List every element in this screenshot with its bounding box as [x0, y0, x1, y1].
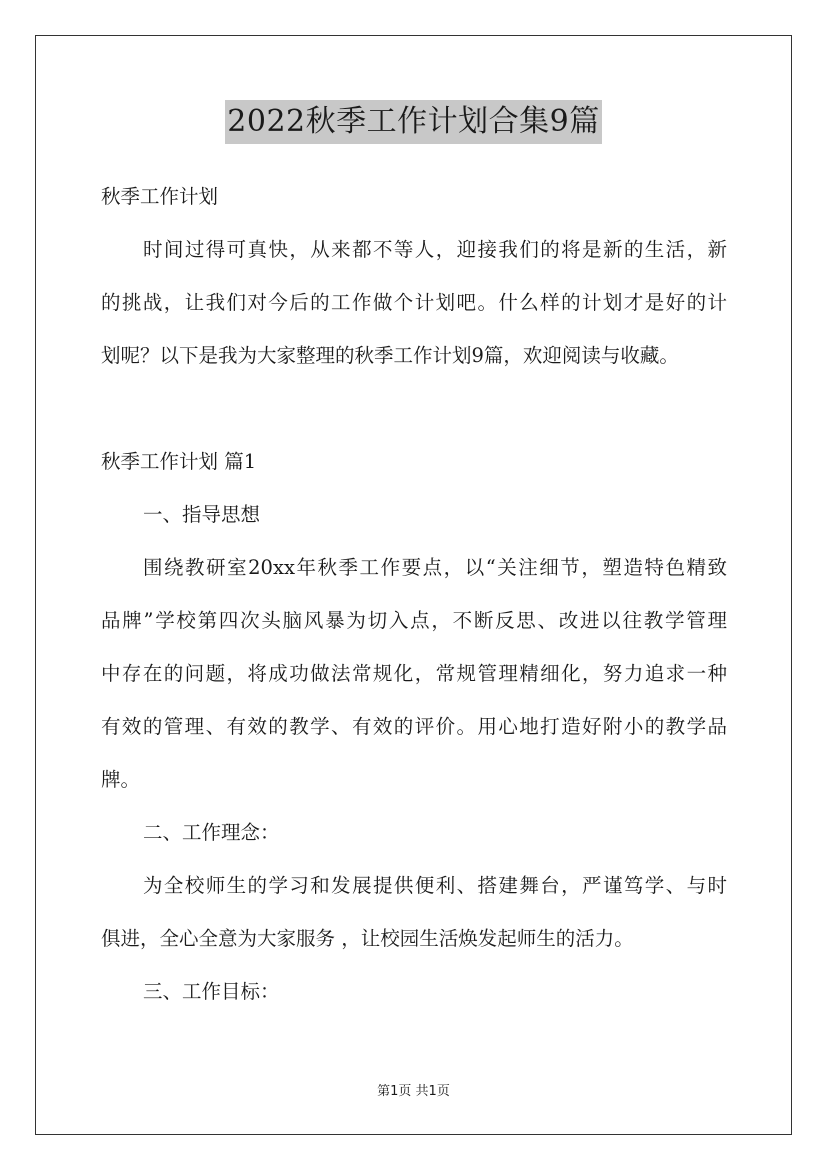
- subheading-work-philosophy: 二、工作理念：: [143, 821, 280, 844]
- para2-line-2: 俱进，全心全意为大家服务 ，让校园生活焕发起师生的活力。: [101, 927, 634, 950]
- document-title-text: 2022秋季工作计划合集9篇: [225, 100, 601, 144]
- page-number: 第1页 共1页: [377, 1084, 450, 1099]
- section-heading-part1: 秋季工作计划 篇1: [101, 450, 257, 473]
- para1-line-4: 有效的管理、有效的教学、有效的评价。用心地打造好附小的教学品: [101, 715, 727, 738]
- para1-line-5: 牌。: [101, 768, 141, 791]
- section-heading-intro: 秋季工作计划: [101, 185, 219, 208]
- para1-line-3: 中存在的问题，将成功做法常规化，常规管理精细化，努力追求一种: [101, 662, 727, 685]
- paragraph-gap: [101, 382, 727, 435]
- subheading-guiding-idea: 一、指导思想: [143, 503, 261, 526]
- intro-line-1: 时间过得可真快，从来都不等人，迎接我们的将是新的生活，新: [143, 238, 727, 261]
- document-title: [0, 100, 827, 144]
- para1-line-2: 品牌”学校第四次头脑风暴为切入点，不断反思、改进以往教学管理: [101, 609, 727, 632]
- subheading-work-goals: 三、工作目标：: [143, 980, 280, 1003]
- para1-line-1: 围绕教研室20xx年秋季工作要点，以“关注细节，塑造特色精致: [143, 556, 727, 579]
- para2-line-1: 为全校师生的学习和发展提供便利、搭建舞台，严谨笃学、与时: [143, 874, 727, 897]
- page-footer: [0, 1083, 827, 1101]
- intro-line-2: 的挑战，让我们对今后的工作做个计划吧。什么样的计划才是好的计: [101, 291, 727, 314]
- intro-line-3: 划呢？以下是我为大家整理的秋季工作计划9篇，欢迎阅读与收藏。: [101, 344, 679, 367]
- document-body: [101, 170, 727, 1018]
